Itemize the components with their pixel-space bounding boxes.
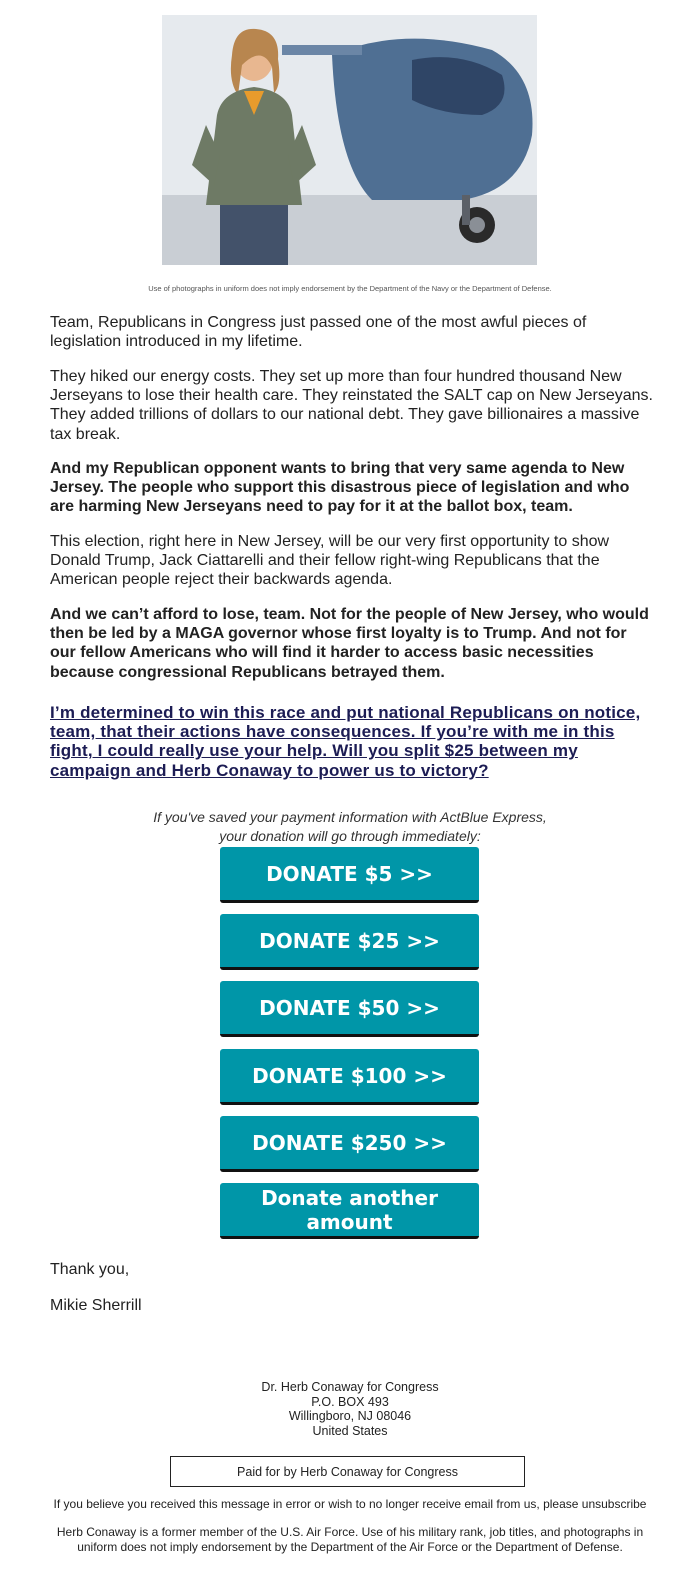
donate-50-button[interactable]: DONATE $50 >> bbox=[220, 981, 479, 1037]
signoff-name: Mikie Sherrill bbox=[50, 1297, 142, 1314]
unsubscribe-notice[interactable]: If you believe you received this message in error or wish to no longer receive email from us, please unsubscribe bbox=[53, 1497, 647, 1511]
address-line3: Willingboro, NJ 08046 bbox=[288, 1409, 412, 1423]
address-line1: Dr. Herb Conaway for Congress bbox=[261, 1380, 439, 1394]
mailing-address bbox=[0, 1380, 700, 1438]
photo-disclaimer: Use of photographs in uniform does not imply endorsement by the Department of the Navy or the Department of Defense. bbox=[148, 284, 552, 293]
paragraph-election: This election, right here in New Jersey, will be our very first opportunity to show Donald Trump, Jack Ciattarelli and their fellow right-wing Republicans that the American people reject their backwards agenda. bbox=[50, 533, 610, 589]
express-note-line1: If you've saved your payment information with ActBlue Express, bbox=[153, 809, 547, 825]
signoff-thanks: Thank you, bbox=[50, 1261, 130, 1278]
hero-photo bbox=[162, 15, 537, 265]
hero-illustration bbox=[162, 15, 537, 265]
paragraph-intro: Team, Republicans in Congress just passed one of the most awful pieces of legislation introduced in my lifetime. bbox=[50, 314, 587, 351]
express-note-line2: your donation will go through immediately: bbox=[219, 828, 481, 844]
donate-25-button[interactable]: DONATE $25 >> bbox=[220, 914, 479, 970]
address-line4: United States bbox=[312, 1423, 388, 1438]
donate-5-button[interactable]: DONATE $5 >> bbox=[220, 847, 479, 903]
paragraph-opponent: And my Republican opponent wants to bring that very same agenda to New Jersey. The people who support this disastrous piece of legislation and who are harming New Jerseyans need to pay for it at the ballot box, team. bbox=[50, 460, 630, 516]
donate-other-amount-button[interactable]: Donate another amount bbox=[220, 1183, 479, 1239]
paid-for-box bbox=[170, 1456, 525, 1487]
paragraph-grievances: They hiked our energy costs. They set up more than four hundred thousand New Jerseyans to lose their health care. They reinstated the SALT cap on New Jerseyans. They added trillions of dollars to our national debt. They gave billionaires a massive tax break. bbox=[50, 368, 653, 443]
military-disclaimer: Herb Conaway is a former member of the U.S. Air Force. Use of his military rank, job titles, and photographs in uniform does not imply endorsement by the Department of the Air Force or the Department of Defense. bbox=[56, 1525, 644, 1554]
actblue-express-note bbox=[0, 808, 700, 846]
paragraph-stakes: And we can’t afford to lose, team. Not for the people of New Jersey, who would then be led by a MAGA governor whose first loyalty is to Trump. And not for our fellow Americans who will find it harder to access basic necessities because congressional Republicans betrayed them. bbox=[50, 606, 649, 681]
cta-donate-link[interactable]: I’m determined to win this race and put national Republicans on notice, team, that their actions have consequences. If you’re with me in this fight, I could really use your help. Will you split $25 between my campaign and Herb Conaway to power us to victory? bbox=[50, 703, 641, 780]
donate-100-button[interactable]: DONATE $100 >> bbox=[220, 1049, 479, 1105]
address-line2: P.O. BOX 493 bbox=[311, 1394, 389, 1409]
donate-250-button[interactable]: DONATE $250 >> bbox=[220, 1116, 479, 1172]
paid-for-text: Paid for by Herb Conaway for Congress bbox=[237, 1464, 458, 1479]
